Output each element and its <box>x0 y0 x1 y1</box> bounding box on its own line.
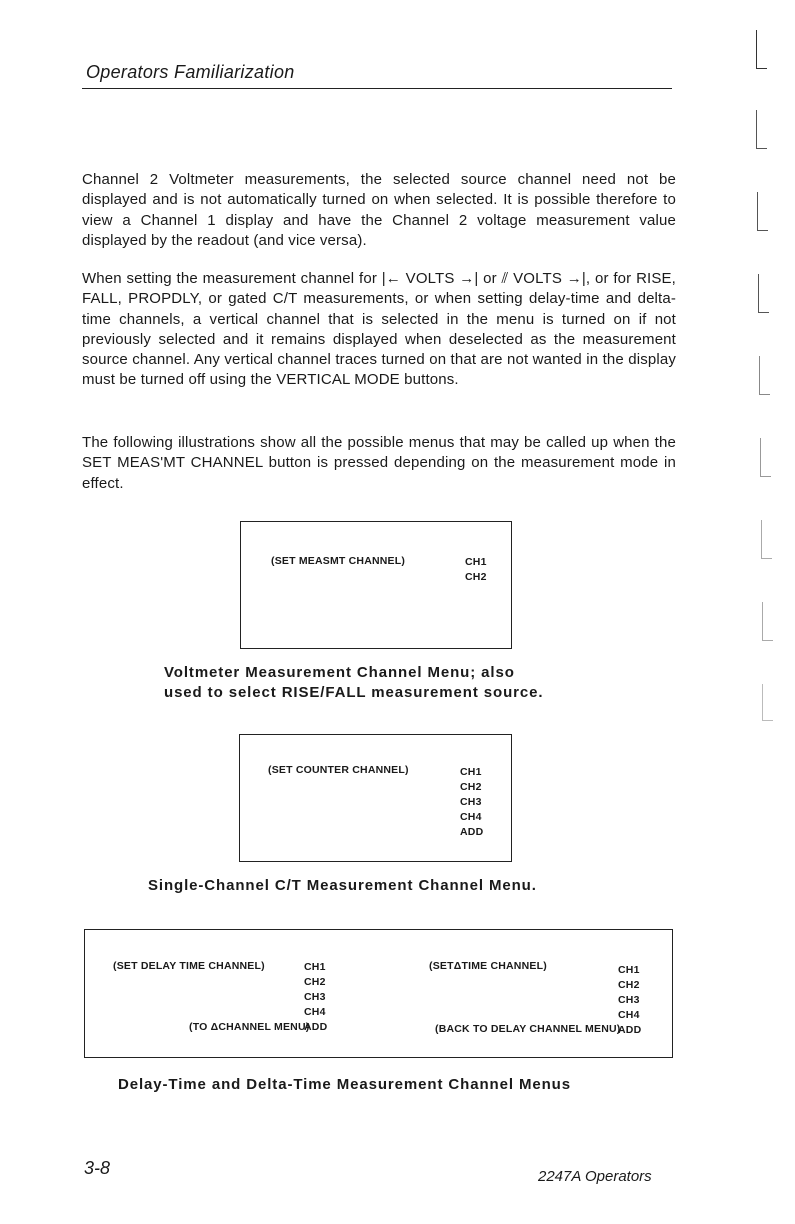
menu-title: (SET COUNTER CHANNEL) <box>268 764 409 776</box>
delay-delta-channel-menu-box <box>84 929 673 1058</box>
tab-mark <box>757 192 768 231</box>
menu-option-ch4: CH4 <box>618 1009 640 1021</box>
back-to-delay-menu-label: (BACK TO DELAY CHANNEL MENU) <box>435 1023 621 1035</box>
menu-option-ch3: CH3 <box>304 991 326 1003</box>
menu-option-ch2: CH2 <box>618 979 640 991</box>
tab-mark <box>758 274 769 313</box>
tab-mark <box>759 356 770 395</box>
voltmeter-menu-caption <box>164 663 543 703</box>
paragraph-voltmeter-source: Channel 2 Voltmeter measurements, the selected source channel need not be displayed and is not automatically turned on when selected. It is possible therefore to view a Channel 1 display and have the Channel 2 voltage measurement value displayed by the readout (and vice versa). <box>82 171 676 249</box>
tab-mark <box>762 602 773 641</box>
menu-option-ch1: CH1 <box>465 556 487 568</box>
tab-mark <box>762 684 773 721</box>
menu-option-ch2: CH2 <box>465 571 487 583</box>
delay-delta-menu-caption: Delay-Time and Delta-Time Measurement Channel Menus <box>118 1076 571 1093</box>
menu-option-ch1: CH1 <box>304 961 326 973</box>
menu-option-ch4: CH4 <box>460 811 482 823</box>
caption-line: used to select RISE/FALL measurement source. <box>164 684 544 701</box>
menu-option-list <box>465 555 487 585</box>
counter-menu-caption: Single-Channel C/T Measurement Channel Menu. <box>148 877 537 894</box>
menu-option-list <box>460 765 483 840</box>
menu-title: (SET MEASMT CHANNEL) <box>271 555 406 567</box>
menu-option-ch1: CH1 <box>460 766 482 778</box>
menu-option-add: ADD <box>618 1024 642 1036</box>
delta-menu-title: (SETΔTIME CHANNEL) <box>429 960 547 972</box>
header-rule <box>82 88 672 89</box>
tab-mark <box>756 30 767 69</box>
page-number: 3-8 <box>84 1158 111 1178</box>
tab-mark <box>760 438 771 477</box>
voltmeter-channel-menu-box <box>240 521 512 649</box>
tab-mark <box>761 520 772 559</box>
page-header-title: Operators Familiarization <box>86 62 295 82</box>
to-delta-channel-menu-label: (TO ΔCHANNEL MENU) <box>189 1021 310 1033</box>
menu-option-ch3: CH3 <box>460 796 482 808</box>
counter-channel-menu-box <box>239 734 512 862</box>
paragraph-menus-intro: The following illustrations show all the possible menus that may be called up when the SET MEAS'MT CHANNEL button is pressed depending on the measurement mode in effect. <box>82 434 676 492</box>
caption-line: Voltmeter Measurement Channel Menu; also <box>164 664 515 681</box>
menu-option-ch3: CH3 <box>618 994 640 1006</box>
menu-option-add: ADD <box>304 1021 328 1033</box>
tab-mark <box>756 110 767 149</box>
menu-option-add: ADD <box>460 826 484 838</box>
menu-option-ch1: CH1 <box>618 964 640 976</box>
delta-option-list <box>618 963 641 1038</box>
menu-option-ch2: CH2 <box>304 976 326 988</box>
delay-menu-title: (SET DELAY TIME CHANNEL) <box>113 960 265 972</box>
menu-option-ch4: CH4 <box>304 1006 326 1018</box>
paragraph-channel-selection: When setting the measurement channel for |← VOLTS →| or ⫽ VOLTS →|, or for RISE, FALL, PROPDLY, or gated C/T measurements, or when setting delay-time and delta-time channels, a vertical channel that is selected in the menu is turned on if not previously selected and it remains displayed when deselected as the measurement source channel. Any vertical channel traces turned on that are not wanted in the display must be turned off using the VERTICAL MODE buttons. <box>82 270 676 389</box>
manual-name: 2247A Operators <box>538 1168 652 1185</box>
menu-option-ch2: CH2 <box>460 781 482 793</box>
